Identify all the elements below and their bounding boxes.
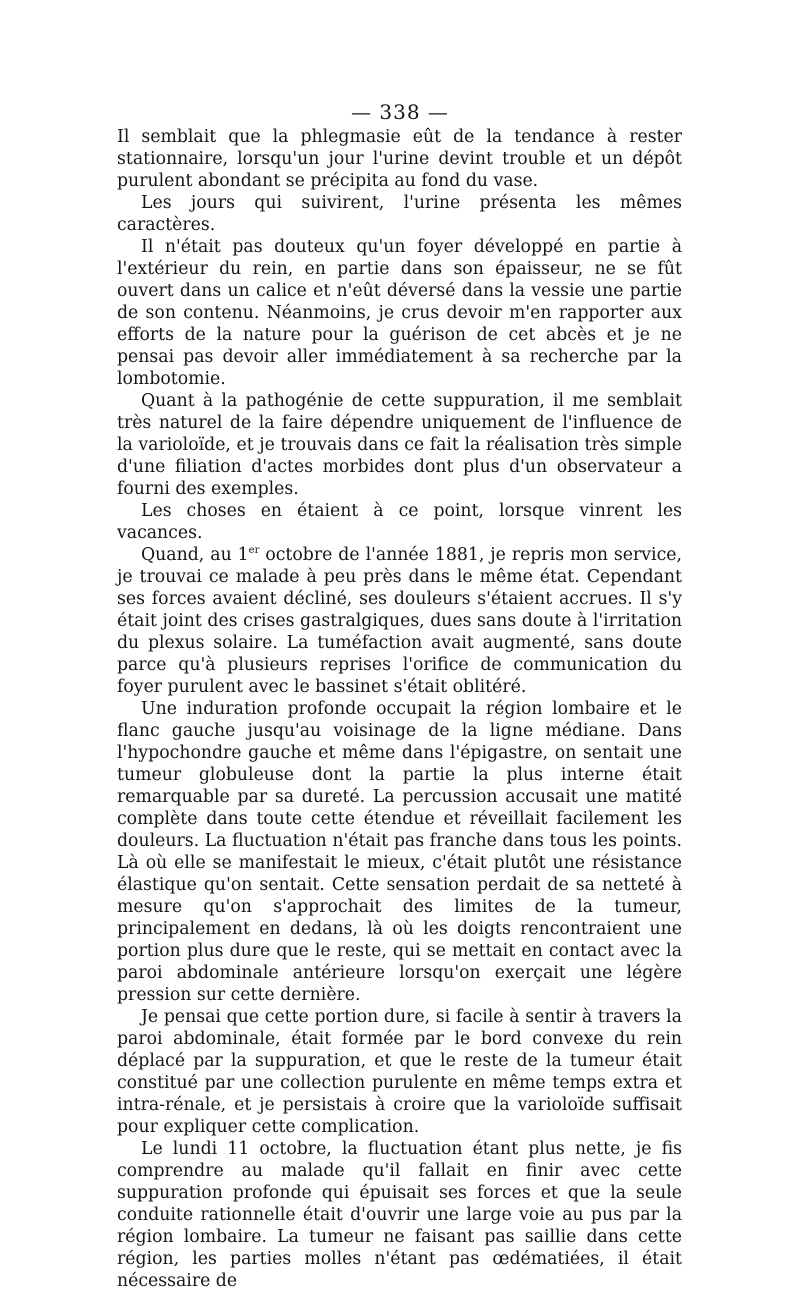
paragraph-9: Le lundi 11 octobre, la fluctuation étant plus nette, je fis comprendre au malade qu'il fallait en finir avec cette suppuration profonde qui épuisait ses forces et que la seule conduite rationnelle était d'ouvrir une large voie au pus par la région lombaire. La tumeur ne faisant pas saillie dans cette région, les parties molles n'étant pas œdématiées, il était nécessaire de xyxy=(117,1139,682,1291)
paragraph-2: Les jours qui suivirent, l'urine présenta les mêmes caractères. xyxy=(117,193,682,235)
paragraph-7: Une induration profonde occupait la région lombaire et le flanc gauche jusqu'au voisinage de la ligne médiane. Dans l'hypochondre gauche et même dans l'épigastre, on sentait une tumeur globuleuse dont la partie la plus interne était remarquable par sa dureté. La percussion accusait une matité complète dans toute cette étendue et réveillait facilement les douleurs. La fluctuation n'était pas franche dans tous les points. Là où elle se manifestait le mieux, c'était plutôt une résistance élastique qu'on sentait. Cette sensation perdait de sa netteté à mesure qu'on s'approchait des limites de la tumeur, principalement en dedans, là où les doigts rencontraient une portion plus dure que le reste, qui se mettait en contact avec la paroi abdominale antérieure lorsqu'on exerçait une légère pression sur cette dernière. xyxy=(117,699,682,1005)
paragraph-6: Quand, au 1er octobre de l'année 1881, je repris mon service, je trouvai ce malade à peu près dans le même état. Cependant ses forces avaient décliné, ses douleurs s'étaient accrues. Il s'y était joint des crises gastralgiques, dues sans doute à l'irritation du plexus solaire. La tuméfaction avait augmenté, sans doute parce qu'à plusieurs reprises l'orifice de communication du foyer purulent avec le bassinet s'était oblitéré. xyxy=(117,545,682,697)
paragraph-4: Quant à la pathogénie de cette suppuration, il me semblait très naturel de la faire dépendre uniquement de l'influence de la varioloïde, et je trouvais dans ce fait la réalisation très simple d'une filiation d'actes morbides dont plus d'un observateur a fourni des exemples. xyxy=(117,391,682,499)
paragraph-3: Il n'était pas douteux qu'un foyer développé en partie à l'extérieur du rein, en partie dans son épaisseur, ne se fût ouvert dans un calice et n'eût déversé dans la vessie une partie de son contenu. Néanmoins, je crus devoir m'en rapporter aux efforts de la nature pour la guérison de cet abcès et je ne pensai pas devoir aller immédiatement à sa recherche par la lombotomie. xyxy=(117,237,682,389)
paragraph-1: Il semblait que la phlegmasie eût de la tendance à rester stationnaire, lorsqu'un jour l'urine devint trouble et un dépôt purulent abondant se précipita au fond du vase. xyxy=(117,127,682,191)
page-number: — 338 — xyxy=(351,100,449,124)
body-text xyxy=(117,126,682,1292)
paragraph-8: Je pensai que cette portion dure, si facile à sentir à travers la paroi abdominale, était formée par le bord convexe du rein déplacé par la suppuration, et que le reste de la tumeur était constitué par une collection purulente en même temps extra et intra-rénale, et je persistais à croire que la varioloïde suffisait pour expliquer cette complication. xyxy=(117,1007,682,1137)
paragraph-5: Les choses en étaient à ce point, lorsque vinrent les vacances. xyxy=(117,501,682,543)
